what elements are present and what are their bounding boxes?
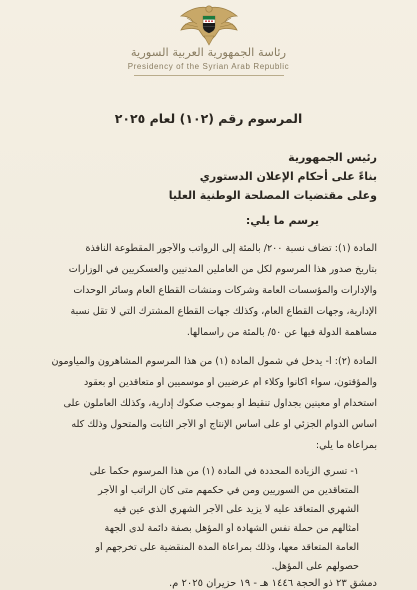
- preamble-basis: بناءً على أحكام الإعلان الدستوري: [199, 170, 377, 183]
- article2-line: المادة (٢): أ- يدخل في شمول المادة (١) من هذا المرسوم المشاهرون والمياومون: [51, 356, 377, 367]
- clause1-line: العامة المتعاقد معها، وذلك بمراعاة المدة المنقضية على تخرجهم أو: [95, 542, 359, 553]
- preamble-interest: وعلى مقتضيات المصلحة الوطنية العليا: [168, 189, 377, 202]
- article2-line: والمؤقتون، سواء أكانوا وكلاء أم عرضيين أو موسميين أو متعاقدين أو بعقود: [84, 377, 377, 388]
- article2-line: استخدام أو معينين بجداول تنقيط أو بموجب صكوك إدارية، وكذلك العاملون على: [63, 398, 377, 409]
- header-divider: [134, 75, 284, 76]
- clause1-line: ١- تسري الزيادة المحددة في المادة (١) من هذا المرسوم حكماً على: [89, 466, 359, 477]
- article1-line: والإدارات والمؤسسات العامة وشركات ومنشآت القطاع العام وسائر الوحدات: [73, 285, 377, 296]
- article1-line: الإدارية، وجهات القطاع العام، وكذلك جهات القطاع المشترك التي لا تقل نسبة: [70, 306, 377, 317]
- preamble-decrees: يرسم ما يلي:: [245, 214, 319, 227]
- presidency-title-english: Presidency of the Syrian Arab Republic: [127, 62, 290, 71]
- article1-line: بتاريخ صدور هذا المرسوم لكل من العاملين المدنيين والعسكريين في الوزارات: [68, 264, 377, 275]
- clause1-line: حصولهم على المؤهل.: [271, 561, 359, 572]
- clause1-line: المتعاقدين من السوريين ومن في حكمهم متى كان الراتب أو الأجر: [98, 485, 359, 496]
- article1-line: مساهمة الدولة فيها عن ٥٠/ بالمئة من رأسمالها.: [186, 327, 377, 338]
- presidency-title-arabic: رئاسة الجمهورية العربية السورية: [130, 45, 287, 59]
- preamble-president: رئيس الجمهورية: [288, 151, 377, 164]
- decree-number: المرسوم رقم (١٠٢) لعام ٢٠٢٥: [114, 111, 303, 126]
- clause1-line: أمثالهم من حملة نفس الشهادة أو المؤهل بصفة دائمة لدى الجهة: [104, 523, 359, 534]
- syrian-eagle-emblem-icon: [173, 2, 245, 46]
- decree-date-footer: دمشق ٢٣ ذو الحجة ١٤٤٦ هـ - ١٩ حزيران ٢٠٢٥ م.: [168, 578, 377, 589]
- article2-line: أساس الدوام الجزئي أو على أساس الإنتاج أو الأجر الثابت والمتحول وذلك كله: [71, 419, 377, 430]
- article2-line: بمراعاة ما يلي:: [315, 440, 377, 451]
- clause1-line: الشهري المتعاقد عليه لا يزيد على الأجر الشهري الذي عين فيه: [113, 504, 359, 515]
- article1-line: المادة (١): تضاف نسبة ٢٠٠/ بالمئة إلى الرواتب والأجور المقطوعة النافذة: [85, 243, 377, 254]
